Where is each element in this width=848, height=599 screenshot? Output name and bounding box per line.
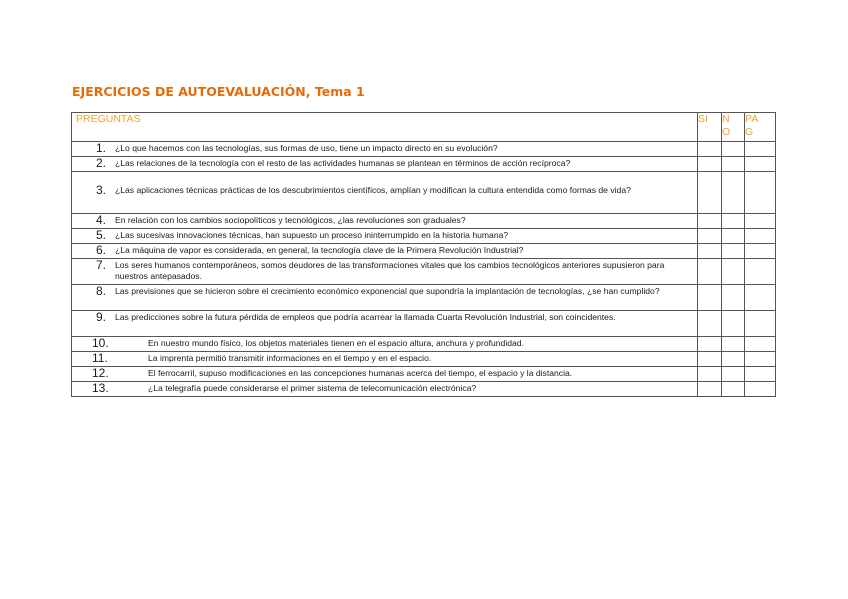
question-cell	[72, 311, 698, 337]
answer-pag-cell[interactable]	[745, 337, 776, 352]
header-no-top: N	[722, 113, 730, 125]
answer-pag-cell[interactable]	[745, 382, 776, 397]
answer-si-cell[interactable]	[698, 352, 722, 367]
table-row	[72, 157, 776, 172]
header-pag	[745, 113, 776, 142]
table-row	[72, 259, 776, 285]
question-text: Las predicciones sobre la futura pérdida de empleos que podría acarrear la llamada Cuarta Revolución Industrial, son coincidentes.	[115, 312, 616, 322]
question-cell	[72, 244, 698, 259]
answer-pag-cell[interactable]	[745, 157, 776, 172]
answer-no-cell[interactable]	[722, 367, 745, 382]
answer-no-cell[interactable]	[722, 311, 745, 337]
table-header-row	[72, 113, 776, 142]
table-row	[72, 367, 776, 382]
header-preguntas: PREGUNTAS	[72, 113, 698, 142]
table-row	[72, 172, 776, 214]
question-cell	[72, 367, 698, 382]
answer-no-cell[interactable]	[722, 337, 745, 352]
answer-pag-cell[interactable]	[745, 142, 776, 157]
answer-si-cell[interactable]	[698, 172, 722, 214]
question-cell	[72, 352, 698, 367]
question-cell	[72, 157, 698, 172]
answer-pag-cell[interactable]	[745, 259, 776, 285]
answer-no-cell[interactable]	[722, 172, 745, 214]
answer-si-cell[interactable]	[698, 244, 722, 259]
answer-si-cell[interactable]	[698, 142, 722, 157]
answer-pag-cell[interactable]	[745, 244, 776, 259]
question-cell	[72, 214, 698, 229]
question-number: 5.	[96, 228, 107, 242]
question-text: ¿La telegrafía puede considerarse el primer sistema de telecomunicación electrónica?	[148, 383, 477, 393]
question-text: ¿Lo que hacemos con las tecnologías, sus formas de uso, tiene un impacto directo en su evolución?	[115, 143, 498, 153]
answer-pag-cell[interactable]	[745, 285, 776, 311]
table-row	[72, 142, 776, 157]
question-cell	[72, 382, 698, 397]
question-cell	[72, 142, 698, 157]
question-text: ¿Las relaciones de la tecnología con el resto de las actividades humanas se plantean en términos de acción recíproca?	[115, 158, 571, 168]
question-number: 9.	[96, 310, 107, 324]
table-row	[72, 311, 776, 337]
question-text: La imprenta permitió transmitir informaciones en el tiempo y en el espacio.	[148, 353, 432, 363]
table-row	[72, 285, 776, 311]
answer-pag-cell[interactable]	[745, 311, 776, 337]
answer-pag-cell[interactable]	[745, 229, 776, 244]
answer-si-cell[interactable]	[698, 337, 722, 352]
question-cell	[72, 229, 698, 244]
question-number: 10.	[92, 336, 109, 350]
question-cell	[72, 285, 698, 311]
answer-pag-cell[interactable]	[745, 214, 776, 229]
answer-si-cell[interactable]	[698, 259, 722, 285]
answer-no-cell[interactable]	[722, 285, 745, 311]
question-text: ¿La máquina de vapor es considerada, en general, la tecnología clave de la Primera Revolución Industrial?	[115, 245, 524, 255]
question-number: 2.	[96, 156, 107, 170]
question-number: 11.	[92, 351, 108, 365]
question-number: 12.	[92, 366, 109, 380]
answer-no-cell[interactable]	[722, 244, 745, 259]
self-assessment-table	[71, 112, 776, 397]
question-text: El ferrocarril, supuso modificaciones en las concepciones humanas acerca del tiempo, el espacio y la distancia.	[148, 368, 573, 378]
table-row	[72, 244, 776, 259]
answer-si-cell[interactable]	[698, 311, 722, 337]
question-text: ¿Las sucesivas innovaciones técnicas, han supuesto un proceso ininterrumpido en la historia humana?	[115, 230, 509, 240]
header-no-bottom: O	[722, 126, 731, 138]
header-pag-bottom: G	[745, 126, 754, 138]
question-cell	[72, 172, 698, 214]
answer-no-cell[interactable]	[722, 157, 745, 172]
question-number: 7.	[96, 258, 107, 272]
table-row	[72, 229, 776, 244]
question-number: 13.	[92, 381, 109, 395]
page-title: EJERCICIOS DE AUTOEVALUACIÓN, Tema 1	[72, 84, 365, 99]
question-text: En relación con los cambios sociopolíticos y tecnológicos, ¿las revoluciones son graduales?	[115, 215, 466, 225]
question-text: ¿Las aplicaciones técnicas prácticas de los descubrimientos científicos, amplían y modifican la cultura entendida como formas de vida?	[115, 185, 631, 195]
answer-no-cell[interactable]	[722, 229, 745, 244]
question-text: Los seres humanos contemporáneos, somos deudores de las transformaciones vitales que los cambios tecnológicos anteriores supusieron para nuestros antepasados.	[115, 260, 665, 281]
answer-si-cell[interactable]	[698, 214, 722, 229]
answer-si-cell[interactable]	[698, 285, 722, 311]
answer-pag-cell[interactable]	[745, 172, 776, 214]
answer-si-cell[interactable]	[698, 229, 722, 244]
question-number: 6.	[96, 243, 107, 257]
header-no	[722, 113, 745, 142]
question-cell	[72, 259, 698, 285]
question-text: Las previsiones que se hicieron sobre el crecimiento económico exponencial que supondría la implantación de tecnologías, ¿se han cumplido?	[115, 286, 660, 296]
header-si: SI	[698, 113, 722, 142]
question-number: 4.	[96, 213, 107, 227]
header-pag-top: PA	[745, 113, 759, 125]
answer-si-cell[interactable]	[698, 157, 722, 172]
answer-pag-cell[interactable]	[745, 367, 776, 382]
answer-no-cell[interactable]	[722, 259, 745, 285]
table-row	[72, 352, 776, 367]
answer-si-cell[interactable]	[698, 382, 722, 397]
answer-no-cell[interactable]	[722, 382, 745, 397]
question-number: 8.	[96, 284, 107, 298]
answer-no-cell[interactable]	[722, 142, 745, 157]
table-row	[72, 337, 776, 352]
answer-no-cell[interactable]	[722, 214, 745, 229]
table-row	[72, 382, 776, 397]
answer-no-cell[interactable]	[722, 352, 745, 367]
answer-si-cell[interactable]	[698, 367, 722, 382]
question-text: En nuestro mundo físico, los objetos materiales tienen en el espacio altura, anchura y profundidad.	[148, 338, 524, 348]
table-row	[72, 214, 776, 229]
answer-pag-cell[interactable]	[745, 352, 776, 367]
question-number: 3.	[96, 183, 107, 197]
question-cell	[72, 337, 698, 352]
question-number: 1.	[96, 141, 107, 155]
